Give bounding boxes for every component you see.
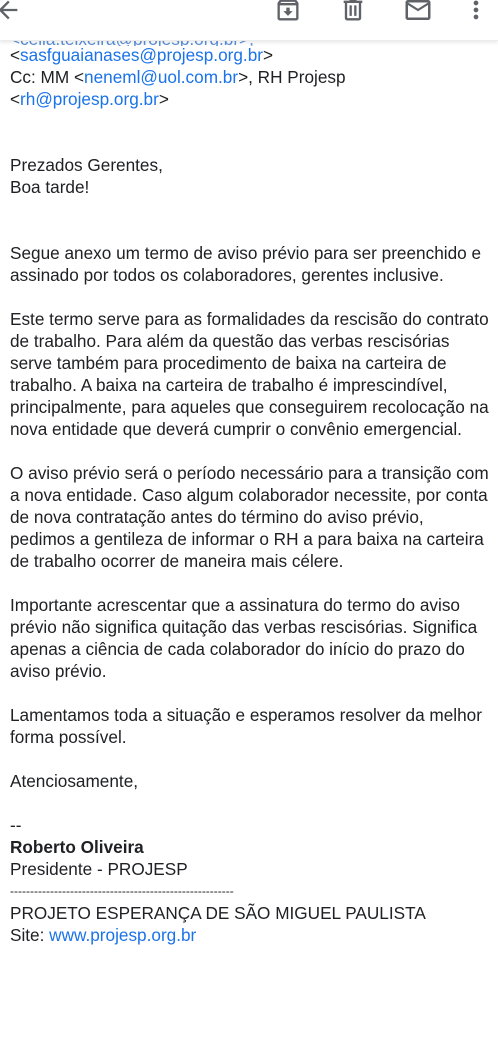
bracket-open-2: < xyxy=(10,89,21,109)
cc-email-link-1[interactable]: neneml@uol.com.br xyxy=(84,67,239,87)
spacer xyxy=(10,572,492,594)
bracket-close-2: > xyxy=(158,89,169,109)
signature-site-line xyxy=(10,924,492,946)
signature-separator: -- xyxy=(10,815,22,835)
signature-role: Presidente - PROJESP xyxy=(10,859,188,879)
archive-button[interactable] xyxy=(270,0,306,28)
closing-line: Atenciosamente, xyxy=(10,771,139,791)
cc-line xyxy=(10,66,492,88)
paragraph-5: Lamentamos toda a situação e esperamos resolver da melhor forma possível. xyxy=(10,705,482,747)
trash-icon xyxy=(339,0,367,24)
more-options-button[interactable] xyxy=(458,0,494,28)
cc-line-2 xyxy=(10,88,492,110)
spacer xyxy=(10,682,492,704)
signature-name: Roberto Oliveira xyxy=(10,837,144,857)
site-label: Site: xyxy=(10,925,50,945)
greeting-line-1: Prezados Gerentes, xyxy=(10,155,163,175)
paragraph-3: O aviso prévio será o período necessário para a transição com a nova entidade. Caso algum colaborador necessite, por conta de nova contratação antes do término do aviso prévio, pedimos a gentileza de informar o RH a para baixa na carteira de trabalho ocorrer de maneira mais célere. xyxy=(10,463,489,571)
mark-unread-button[interactable] xyxy=(400,0,436,28)
arrow-back-icon xyxy=(0,0,22,24)
site-link[interactable]: www.projesp.org.br xyxy=(49,925,197,945)
cc-label: Cc: MM < xyxy=(10,67,85,87)
delete-button[interactable] xyxy=(335,0,371,28)
spacer xyxy=(10,440,492,462)
spacer xyxy=(10,286,492,308)
back-button[interactable] xyxy=(0,0,26,28)
mail-icon xyxy=(403,0,433,25)
to-recipient-line xyxy=(10,44,492,66)
archive-icon xyxy=(274,0,302,24)
cc-name-rh: >, RH Projesp xyxy=(238,67,346,87)
bracket-open: < xyxy=(10,45,21,65)
paragraph-2: Este termo serve para as formalidades da rescisão do contrato de trabalho. Para além da questão das verbas rescisórias serve também para procedimento de baixa na carteira de trabalho. A baixa na carteira de trabalho é imprescindível, principalmente, para aqueles que conseguirem recolocação na nova entidade que deverá cumprir o convênio emergencial. xyxy=(10,309,489,439)
bracket-close: > xyxy=(262,45,274,65)
spacer xyxy=(10,110,492,154)
paragraph-1: Segue anexo um termo de aviso prévio para ser preenchido e assinado por todos os colaboradores, gerentes inclusive. xyxy=(10,243,482,285)
signature-org: PROJETO ESPERANÇA DE SÃO MIGUEL PAULISTA xyxy=(10,903,426,923)
signature-rule: -------------------------------------------------------- xyxy=(10,884,234,898)
spacer xyxy=(10,748,492,770)
recipient-email-link[interactable]: sasfguaianases@projesp.org.br xyxy=(20,45,263,65)
email-toolbar xyxy=(0,0,498,41)
greeting-line-2: Boa tarde! xyxy=(10,177,90,197)
paragraph-4: Importante acrescentar que a assinatura do termo do aviso prévio não significa quitação das verbas rescisórias. Significa apenas a ciência de cada colaborador do início do prazo do aviso prévio. xyxy=(10,595,478,681)
spacer xyxy=(10,792,492,814)
email-body xyxy=(10,34,492,946)
spacer xyxy=(10,198,492,242)
more-vert-icon xyxy=(462,0,490,24)
cc-email-link-2[interactable]: rh@projesp.org.br xyxy=(20,89,159,109)
